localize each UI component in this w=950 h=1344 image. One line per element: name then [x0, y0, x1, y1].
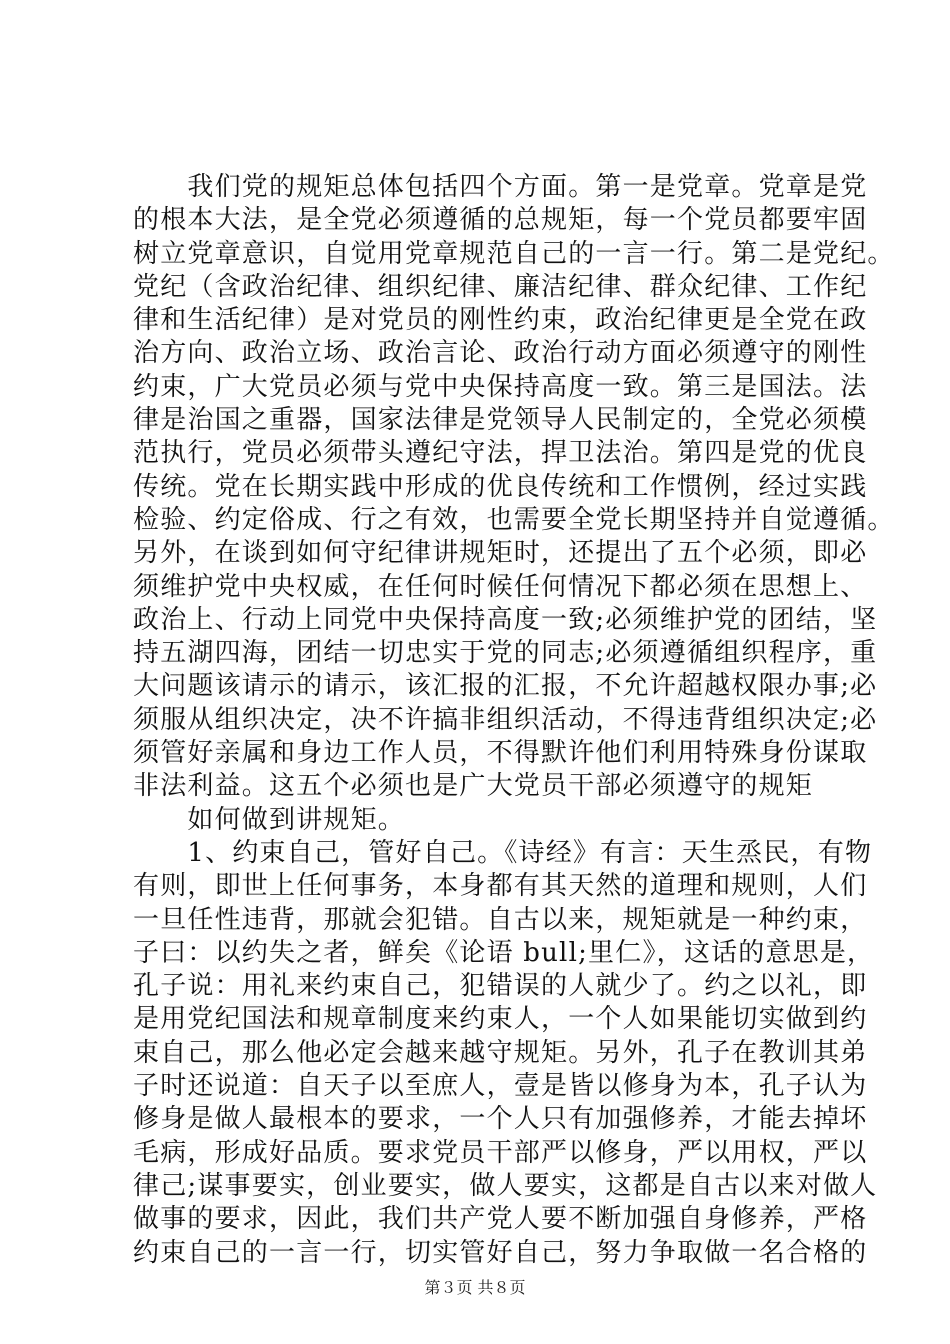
text-line: 须服从组织决定，决不许搞非组织活动，不得违背组织决定;必: [133, 704, 878, 735]
text-line: 检验、约定俗成、行之有效，也需要全党长期坚持并自觉遵循。: [133, 504, 895, 535]
page-number-footer: 第３页 共８页: [424, 1278, 526, 1297]
text-line: 一旦任性违背，那就会犯错。自古以来，规矩就是一种约束，: [133, 904, 868, 935]
text-line: 律己;谋事要实，创业要实，做人要实，这都是自古以来对做人: [133, 1170, 878, 1201]
text-line: 是用党纪国法和规章制度来约束人，一个人如果能切实做到约: [133, 1004, 868, 1035]
text-line: 政治上、行动上同党中央保持高度一致;必须维护党的团结，坚: [133, 604, 878, 635]
text-line: 非法利益。这五个必须也是广大党员干部必须遵守的规矩: [133, 771, 814, 802]
text-line: 大问题该请示的请示，该汇报的汇报，不允许超越权限办事;必: [133, 671, 878, 702]
text-line: 律和生活纪律）是对党员的刚性约束，政治纪律更是全党在政: [133, 305, 868, 336]
text-line: 持五湖四海，团结一切忠实于党的同志;必须遵循组织程序，重: [133, 638, 878, 669]
text-line: 树立党章意识，自觉用党章规范自己的一言一行。第二是党纪。: [133, 238, 895, 269]
text-line: 须维护党中央权威，在任何时候任何情况下都必须在思想上、: [133, 571, 868, 602]
text-line: 传统。党在长期实践中形成的优良传统和工作惯例，经过实践: [133, 471, 868, 502]
text-line: 须管好亲属和身边工作人员，不得默许他们利用特殊身份谋取: [133, 738, 868, 769]
body-text: [133, 171, 895, 1270]
text-line: 治方向、政治立场、政治言论、政治行动方面必须遵守的刚性: [133, 338, 868, 369]
text-line: 律是治国之重器，国家法律是党领导人民制定的，全党必须模: [133, 405, 868, 436]
text-line: 子时还说道：自天子以至庶人，壹是皆以修身为本，孔子认为: [133, 1071, 868, 1102]
text-line: 约束，广大党员必须与党中央保持高度一致。第三是国法。法: [133, 371, 868, 402]
text-line: 孔子说：用礼来约束自己，犯错误的人就少了。约之以礼，即: [133, 971, 868, 1002]
text-line: 范执行，党员必须带头遵纪守法，捍卫法治。第四是党的优良: [133, 438, 868, 469]
text-line: 党纪（含政治纪律、组织纪律、廉洁纪律、群众纪律、工作纪: [133, 271, 868, 302]
text-line: 我们党的规矩总体包括四个方面。第一是党章。党章是党: [133, 172, 868, 202]
text-line: 修身是做人最根本的要求，一个人只有加强修养，才能去掉坏: [133, 1104, 868, 1135]
section-heading: 如何做到讲规矩。: [133, 804, 406, 835]
text-line: 另外，在谈到如何守纪律讲规矩时，还提出了五个必须，即必: [133, 538, 868, 569]
text-line: 有则，即世上任何事务，本身都有其天然的道理和规则，人们: [133, 871, 868, 902]
text-line: 的根本大法，是全党必须遵循的总规矩，每一个党员都要牢固: [133, 205, 868, 236]
text-line: 1、约束自己，管好自己。《诗经》有言：天生烝民，有物: [133, 837, 873, 868]
text-line: 毛病，形成好品质。要求党员干部严以修身，严以用权，严以: [133, 1137, 868, 1168]
text-line: 约束自己的一言一行，切实管好自己，努力争取做一名合格的: [133, 1237, 868, 1268]
text-line: 子曰：以约失之者，鲜矣《论语 bull;里仁》，这话的意思是，: [133, 937, 875, 968]
text-line: 束自己，那么他必定会越来越守规矩。另外，孔子在教训其弟: [133, 1037, 868, 1068]
text-line: 做事的要求，因此，我们共产党人要不断加强自身修养，严格: [133, 1204, 868, 1235]
